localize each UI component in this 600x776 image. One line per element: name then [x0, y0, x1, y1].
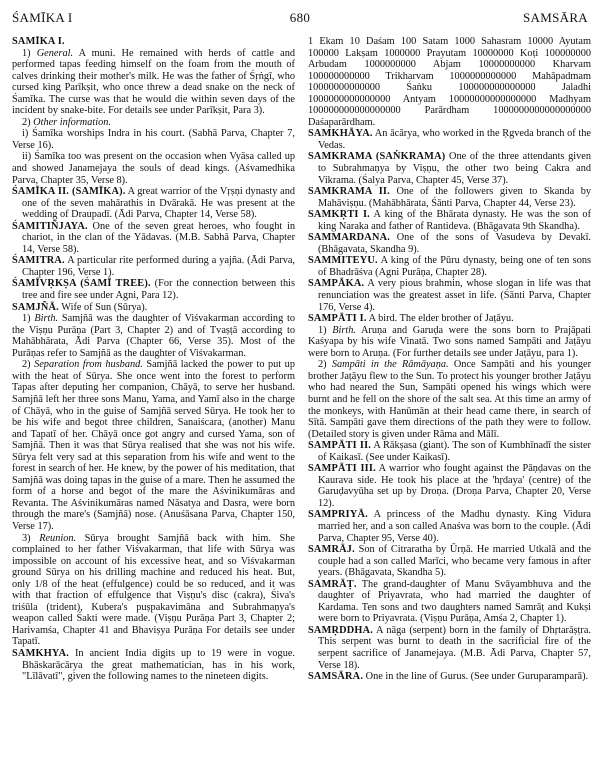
entry-text: Samjñā was the daughter of Viśvakarman according to the Viṣṇu Purāṇa (Part 3, Chapter 2) and of Tvaṣṭā according to Mahābhārata, Ādi Parva (Chapter 66, Verse 35). Most of the Purāṇas refer to Samjñā as the daughter of Viśvakarman.: [12, 313, 295, 359]
entry-paragraph: [308, 440, 591, 463]
entry-headword: SAMJÑĀ.: [12, 301, 59, 313]
entry-paragraph: [12, 533, 295, 648]
numeral-names-list: 1 Ekam 10 Daśam 100 Śatam 1000 Sahasram 10000 Ayutam 100000 Lakṣam 1000000 Prayutam 10000000 Koṭi 100000000 Arbudam 1000000000 Abjam 10000000000 Kharvam 100000000000 Trikharvam 1000000000000 Mahāpadmam 10000000000000 Śaṅku 100000000000000 Jaladhi 1000000000000000 Antyam 10000000000000000 Madhyam 100000000000000000 Parārdham 1000000000000000000 Daśaparārdham.: [308, 36, 591, 128]
entry-text: A warrior who fought against the Pāṇḍavas on the Kaurava side. He took his place at the 'hṛdaya' (centre) of the Garuḍavyūha set up by Droṇa. (Droṇa Parva, Chapter 20, Verse 12).: [318, 463, 591, 509]
entry-text: A great warrior of the Vṛṣṇi dynasty and one of the seven mahārathis in Dvārakā. He was present at the wedding of Draupadī. (Ādi Parva, Chapter 14, Verse 58).: [22, 186, 295, 221]
entry-text: One of the three attendants given to Subrahmaṇya by Viṣṇu, the other two being Cakra and Vikrama. (Śalya Parva, Chapter 45, Verse 37).: [318, 151, 591, 186]
entry-paragraph: [308, 151, 591, 186]
entry-headword: SAMKRAMA (SAṄKRAMA): [308, 151, 446, 163]
entry-headword: SAMSĀRA.: [308, 671, 364, 683]
entry-text: Son of Citraratha by Ūrṇā. He married Utkalā and the couple had a son called Marīci, who became very famous in after years. (Bhāgavata, Skandha 5).: [318, 544, 591, 579]
entry-headword: SAMKHĀYA.: [308, 128, 373, 140]
entry-headword: SAMṚDDHA.: [308, 624, 374, 636]
entry-paragraph: [12, 186, 295, 221]
entry-headword: SAMKṚTI I.: [308, 209, 370, 221]
entry-paragraph: [308, 232, 591, 255]
entry-headword: ŚAMITRA.: [12, 255, 65, 267]
entry-text: A king of the Pūru dynasty, being one of ten sons of Bhadrāśva (Agni Purāṇa, Chapter 28).: [318, 255, 591, 278]
entry-text: (For the connection between this tree and fire see under Agni, Para 12).: [22, 278, 295, 302]
entry-text: One of the seven great heroes, who fought in chariot, in the clan of the Yādavas. (M.B. Sabhā Parva, Chapter 14, Verse 58).: [22, 220, 295, 255]
entry-text: The grand-daughter of Manu Svāyambhuva and the daughter of Priyavrata, who had married the daughter of Kardama. Ten sons and two daughters named Samrāṭ and Kukṣi were born to Priyavrata. (Viṣṇu Purāṇa, Amśa 2, Chapter 1).: [318, 578, 591, 625]
header-right-guide-word: SAMSĀRA: [523, 10, 588, 25]
entry-headword: SAMKRAMA II.: [308, 186, 390, 198]
entry-paragraph: [308, 509, 591, 544]
entry-text: A princess of the Madhu dynasty. King Vidura married her, and a son called Anaśva was born to the couple. (Ādi Parva, Chapter 95, Verse 40).: [318, 509, 591, 544]
section-heading: Sampāti in the Rāmāyaṇa.: [331, 359, 449, 371]
entry-paragraph: [308, 325, 591, 360]
entry-headword: SAMRĀṬ.: [308, 578, 357, 590]
entry-paragraph: [12, 278, 295, 301]
entry-text: A muni. He remained with herds of cattle and performed tapas feeding himself on the foam from the mouth of calves drinking their mother's milk. He was the father of Śṛṅgī, who cursed king Parīkṣit, who once threw a dead snake on the neck of Śamīka. The curse was that he would die within seven days of the incident by snake-bite. For details see under Parīkṣit, Para 3).: [12, 47, 295, 117]
entry-text: A nāga (serpent) born in the family of Dhṛtarāṣṭra. This serpent was burnt to death in the sacrificial fire of the serpent sacrifice of Janamejaya. (M.B. Ādi Parva, Chapter 57, Verse 18).: [318, 624, 591, 671]
entry-paragraph: [12, 36, 295, 48]
entry-headword: SAMPĀTI III.: [308, 463, 376, 475]
section-number: 1): [22, 313, 31, 325]
entry-text: One in the line of Gurus. (See under Guruparamparā).: [363, 671, 589, 683]
section-number: 3): [22, 532, 31, 544]
entry-paragraph: [12, 255, 295, 278]
entry-paragraph: [308, 579, 591, 625]
entry-headword: ŚAMĪKA I.: [12, 36, 65, 47]
entry-paragraph: [308, 209, 591, 232]
entry-headword: SAMRĀJ.: [308, 544, 355, 556]
entry-paragraph: [308, 128, 591, 151]
entry-text: Wife of Sun (Sūrya).: [58, 301, 148, 313]
entry-paragraph: [12, 313, 295, 359]
entry-paragraph: [308, 313, 591, 325]
right-column: [308, 36, 591, 774]
entry-paragraph: i) Śamīka worships Indra in his court. (Sabhā Parva, Chapter 7, Verse 16).: [12, 128, 295, 151]
entry-headword: ŚAMITIÑJAYA.: [12, 220, 88, 232]
entry-paragraph: [308, 255, 591, 278]
entry-text: An ācārya, who worked in the Ṛgveda branch of the Vedas.: [318, 128, 591, 151]
entry-headword: ŚAMĪVṚKṢA (ŚAMĪ TREE).: [12, 278, 151, 290]
header-left-guide-word: ŚAMĪKA I: [12, 10, 73, 25]
entry-paragraph: [308, 463, 591, 509]
section-number: 1): [22, 47, 31, 59]
section-number: 1): [318, 324, 327, 336]
entry-paragraph: [308, 625, 591, 671]
entry-text: Once Sampāti and his younger brother Jaṭāyu flew to the Sun. To protect his younger brother Jaṭāyu who had neared the Sun, Sampāti opened his wings which were burnt and he fell on the shore of the salt sea. At this time an army of the monkeys, with Hanūmān at their head came there, in search of Sītā. Sampāti gave them directions of the path they were to follow. (Detailed story is given under Rāma and Mālī.: [308, 359, 591, 440]
entry-text: Samjñā lacked the power to put up with the heat of Sūrya. She once went into the forest to perform Tapas after deputing her companion, Chāyā, to serve her husband. Samjñā left her three sons Manu, Yama, and Yamī also in the charge of Chāyā, who in the guise of Samjñā served Sūrya. He took her to be his wife and begot three children, Sanaiścara, (another) Manu and Tapatī of her. Chāyā once got angry and cursed Yama, son of Samjñā. Then it was that Sūrya realised that she was not his wife. Sūrya felt very sad at this separation from his wife and went to the forest in search of her. He knew, by the power of his meditation, that Samjñā was doing tapas in the guise of a mare. Then he assumed the form of a horse and begot of the mare the Aśvinikumāras and Revanta. The Aśvinikumāras named Nāsatya and Dasra, were born through the mare's (Samjñā) nose. (Anuśāsana Parva, Chapter 150, Verse 17).: [12, 359, 295, 532]
section-heading: General.: [36, 47, 74, 59]
entry-paragraph: [12, 221, 295, 256]
section-heading: Birth.: [332, 324, 356, 336]
entry-paragraph: [12, 648, 295, 683]
section-number: 2): [22, 116, 31, 128]
entry-headword: SAMPĀTI I.: [308, 313, 367, 325]
entry-paragraph: [308, 278, 591, 313]
page-number: 680: [289, 10, 311, 25]
entry-paragraph: [12, 302, 295, 314]
entry-headword: SAMKHYA.: [12, 647, 70, 659]
entry-text: A particular rite performed during a yajña. (Ādi Parva, Chapter 196, Verse 1).: [22, 255, 295, 278]
section-heading: Birth.: [34, 313, 59, 325]
entry-headword: SAMPĀKA.: [308, 278, 365, 290]
entry-paragraph: [308, 186, 591, 209]
entry-text: Sūrya brought Samjñā back with him. She complained to her father Viśvakarman, that life with Sūrya was impossible on account of his excessive heat, and so Viśvakarman ground Sūrya on his drilling machine and reduced his heat. But, only 1/8 of the heat (effulgence) could be so reduced, and it was with that fraction of effulgence that Viṣṇu's disc (cakra), Śiva's triśūla (trident), Kubera's puṣpakavimāna and Subrahmaṇya's weapon called Śakti were made. (Viṣṇu Purāṇa Part 3, Chapter 2; Harivamśa, Chapter 41 and Bhaviṣya Purāṇa For details see under Tapatī.: [12, 532, 295, 648]
entry-paragraph: [12, 48, 295, 117]
section-heading: Separation from husband.: [34, 359, 143, 371]
entry-text: A bird. The elder brother of Jaṭāyu.: [366, 313, 514, 325]
entry-text: In ancient India digits up to 19 were in vogue. Bhāskarācārya the great mathematician, has in his work, "Līlāvatī", given the following names to the nineteen digits.: [22, 647, 295, 683]
entry-paragraph: [12, 117, 295, 129]
entry-paragraph: ii) Śamīka too was present on the occasion when Vyāsa called up and showed Janamejaya the souls of dead kings. (Aśvamedhika Parva, Chapter 35, Verse 8).: [12, 151, 295, 186]
section-heading: Other information.: [33, 116, 111, 128]
entry-text: One of the sons of Vasudeva by Devakī. (Bhāgavata, Skandha 9).: [318, 232, 591, 255]
page-header: [12, 6, 588, 28]
entry-paragraph: [308, 359, 591, 440]
section-heading: Reunion.: [39, 532, 77, 544]
entry-text: A very pious brahmin, whose slogan in life was that renunciation was the greatest asset in life. (Śānti Parva, Chapter 176, Verse 4).: [318, 278, 591, 313]
section-number: 2): [22, 359, 31, 371]
section-number: 2): [318, 359, 327, 371]
left-column: [12, 36, 295, 774]
entry-paragraph: [12, 359, 295, 532]
entry-text: A Rākṣasa (giant). The son of Kumbhīnadī the sister of Kaikasī. (See under Kaikasī).: [318, 440, 591, 463]
entry-headword: SAMPĀTI II.: [308, 440, 372, 452]
entry-paragraph: [308, 671, 591, 683]
entry-headword: ŚAMĪKA II. (SAMĪKA).: [12, 186, 126, 198]
entry-headword: SAMPRIYĀ.: [308, 509, 368, 521]
entry-headword: SAMMARDANA.: [308, 232, 390, 244]
entry-text: Aruṇa and Garuḍa were the sons born to Prajāpati Kaśyapa by his wife Vinatā. Two sons named Sampāti and Jaṭāyu were born to Aruṇa. (For further details see under Jaṭāyu, para 1).: [308, 324, 591, 359]
entry-text: One of the followers given to Skanda by Mahāviṣṇu. (Mahābhārata, Śānti Parva, Chapter 44, Verse 23).: [318, 186, 591, 209]
entry-paragraph: [308, 544, 591, 579]
entry-text: A king of the Bhārata dynasty. He was the son of king Naraka and father of Rantideva. (Bhāgavata 9th Skandha).: [318, 209, 591, 232]
entry-headword: SAMMITEYU.: [308, 255, 378, 267]
